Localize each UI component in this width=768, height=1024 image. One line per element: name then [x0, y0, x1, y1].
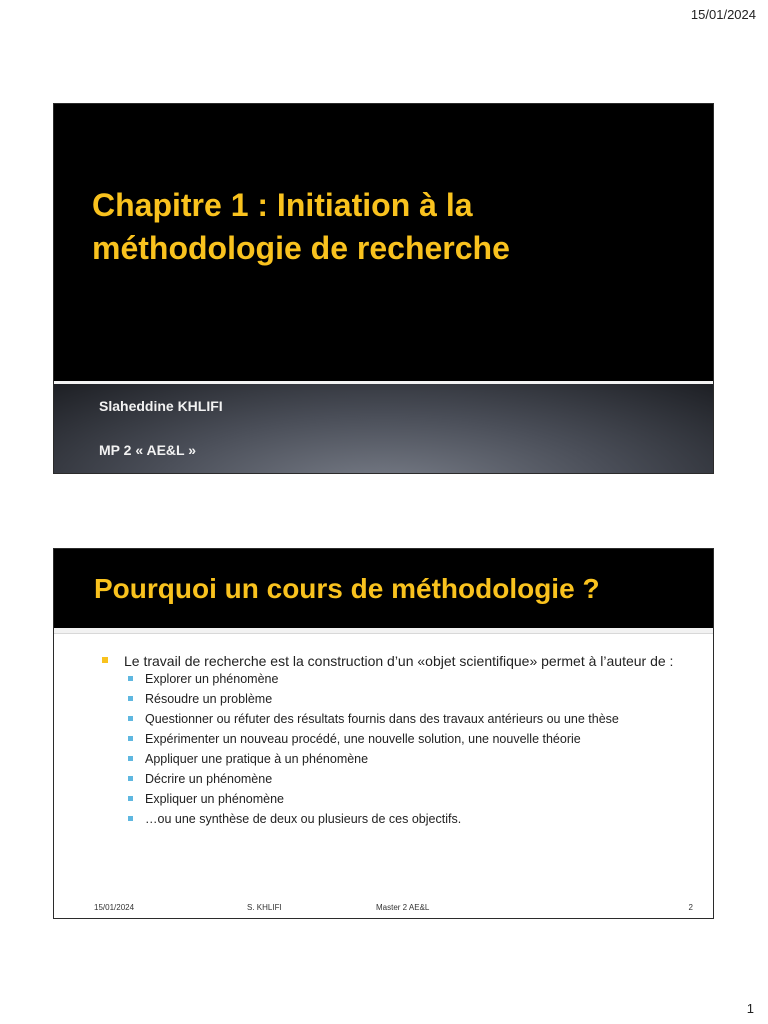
sub-bullet-text: Résoudre un problème — [145, 692, 273, 706]
sub-bullet-item — [124, 692, 692, 706]
author-name: Slaheddine KHLIFI — [99, 398, 223, 414]
sub-bullet-text: Appliquer une pratique à un phénomène — [145, 752, 369, 766]
sub-bullet-item — [124, 672, 692, 686]
square-bullet-icon — [128, 696, 133, 701]
sub-bullet-text: Questionner ou réfuter des résultats fournis dans des travaux antérieurs ou une thèse — [145, 712, 619, 726]
square-bullet-icon — [128, 756, 133, 761]
header-divider — [54, 628, 713, 634]
square-bullet-icon — [128, 736, 133, 741]
sub-bullet-item — [124, 752, 692, 766]
slide-footer — [54, 903, 713, 917]
sub-bullet-text: …ou une synthèse de deux ou plusieurs de ces objectifs. — [145, 812, 462, 826]
square-bullet-icon — [102, 657, 108, 663]
square-bullet-icon — [128, 776, 133, 781]
main-bullet — [102, 653, 692, 669]
sub-bullet-item — [124, 812, 692, 826]
sub-bullet-text: Expérimenter un nouveau procédé, une nouvelle solution, une nouvelle théorie — [145, 732, 581, 746]
title-slide — [53, 103, 714, 474]
footer-author: S. KHLIFI — [247, 903, 282, 912]
sub-bullet-text: Décrire un phénomène — [145, 772, 273, 786]
square-bullet-icon — [128, 716, 133, 721]
slide-title-line-1: Chapitre 1 : Initiation à la — [92, 187, 473, 223]
slide-title-line-2: méthodologie de recherche — [92, 230, 510, 266]
main-bullet-text: Le travail de recherche est la construction d’un «objet scientifique» permet à l’auteur de : — [124, 653, 674, 669]
sub-bullet-text: Expliquer un phénomène — [145, 792, 284, 806]
slide-title — [92, 184, 672, 270]
square-bullet-icon — [128, 816, 133, 821]
sub-bullet-list — [124, 672, 692, 826]
square-bullet-icon — [128, 676, 133, 681]
slide-body — [102, 653, 692, 832]
square-bullet-icon — [128, 796, 133, 801]
content-slide-title: Pourquoi un cours de méthodologie ? — [94, 573, 600, 604]
sub-bullet-text: Explorer un phénomène — [145, 672, 279, 686]
footer-slide-number: 2 — [688, 903, 693, 912]
content-slide-header — [54, 549, 713, 628]
page-date: 15/01/2024 — [690, 7, 756, 22]
title-slide-header — [54, 104, 713, 381]
program-name: MP 2 « AE&L » — [99, 442, 197, 458]
sub-bullet-item — [124, 792, 692, 806]
sub-bullet-item — [124, 732, 692, 746]
sub-bullet-item — [124, 712, 692, 726]
page-number: 1 — [746, 1001, 754, 1016]
footer-date: 15/01/2024 — [94, 903, 135, 912]
title-slide-subtitle-area — [54, 384, 713, 473]
sub-bullet-item — [124, 772, 692, 786]
footer-program: Master 2 AE&L — [376, 903, 430, 912]
content-slide — [53, 548, 714, 919]
